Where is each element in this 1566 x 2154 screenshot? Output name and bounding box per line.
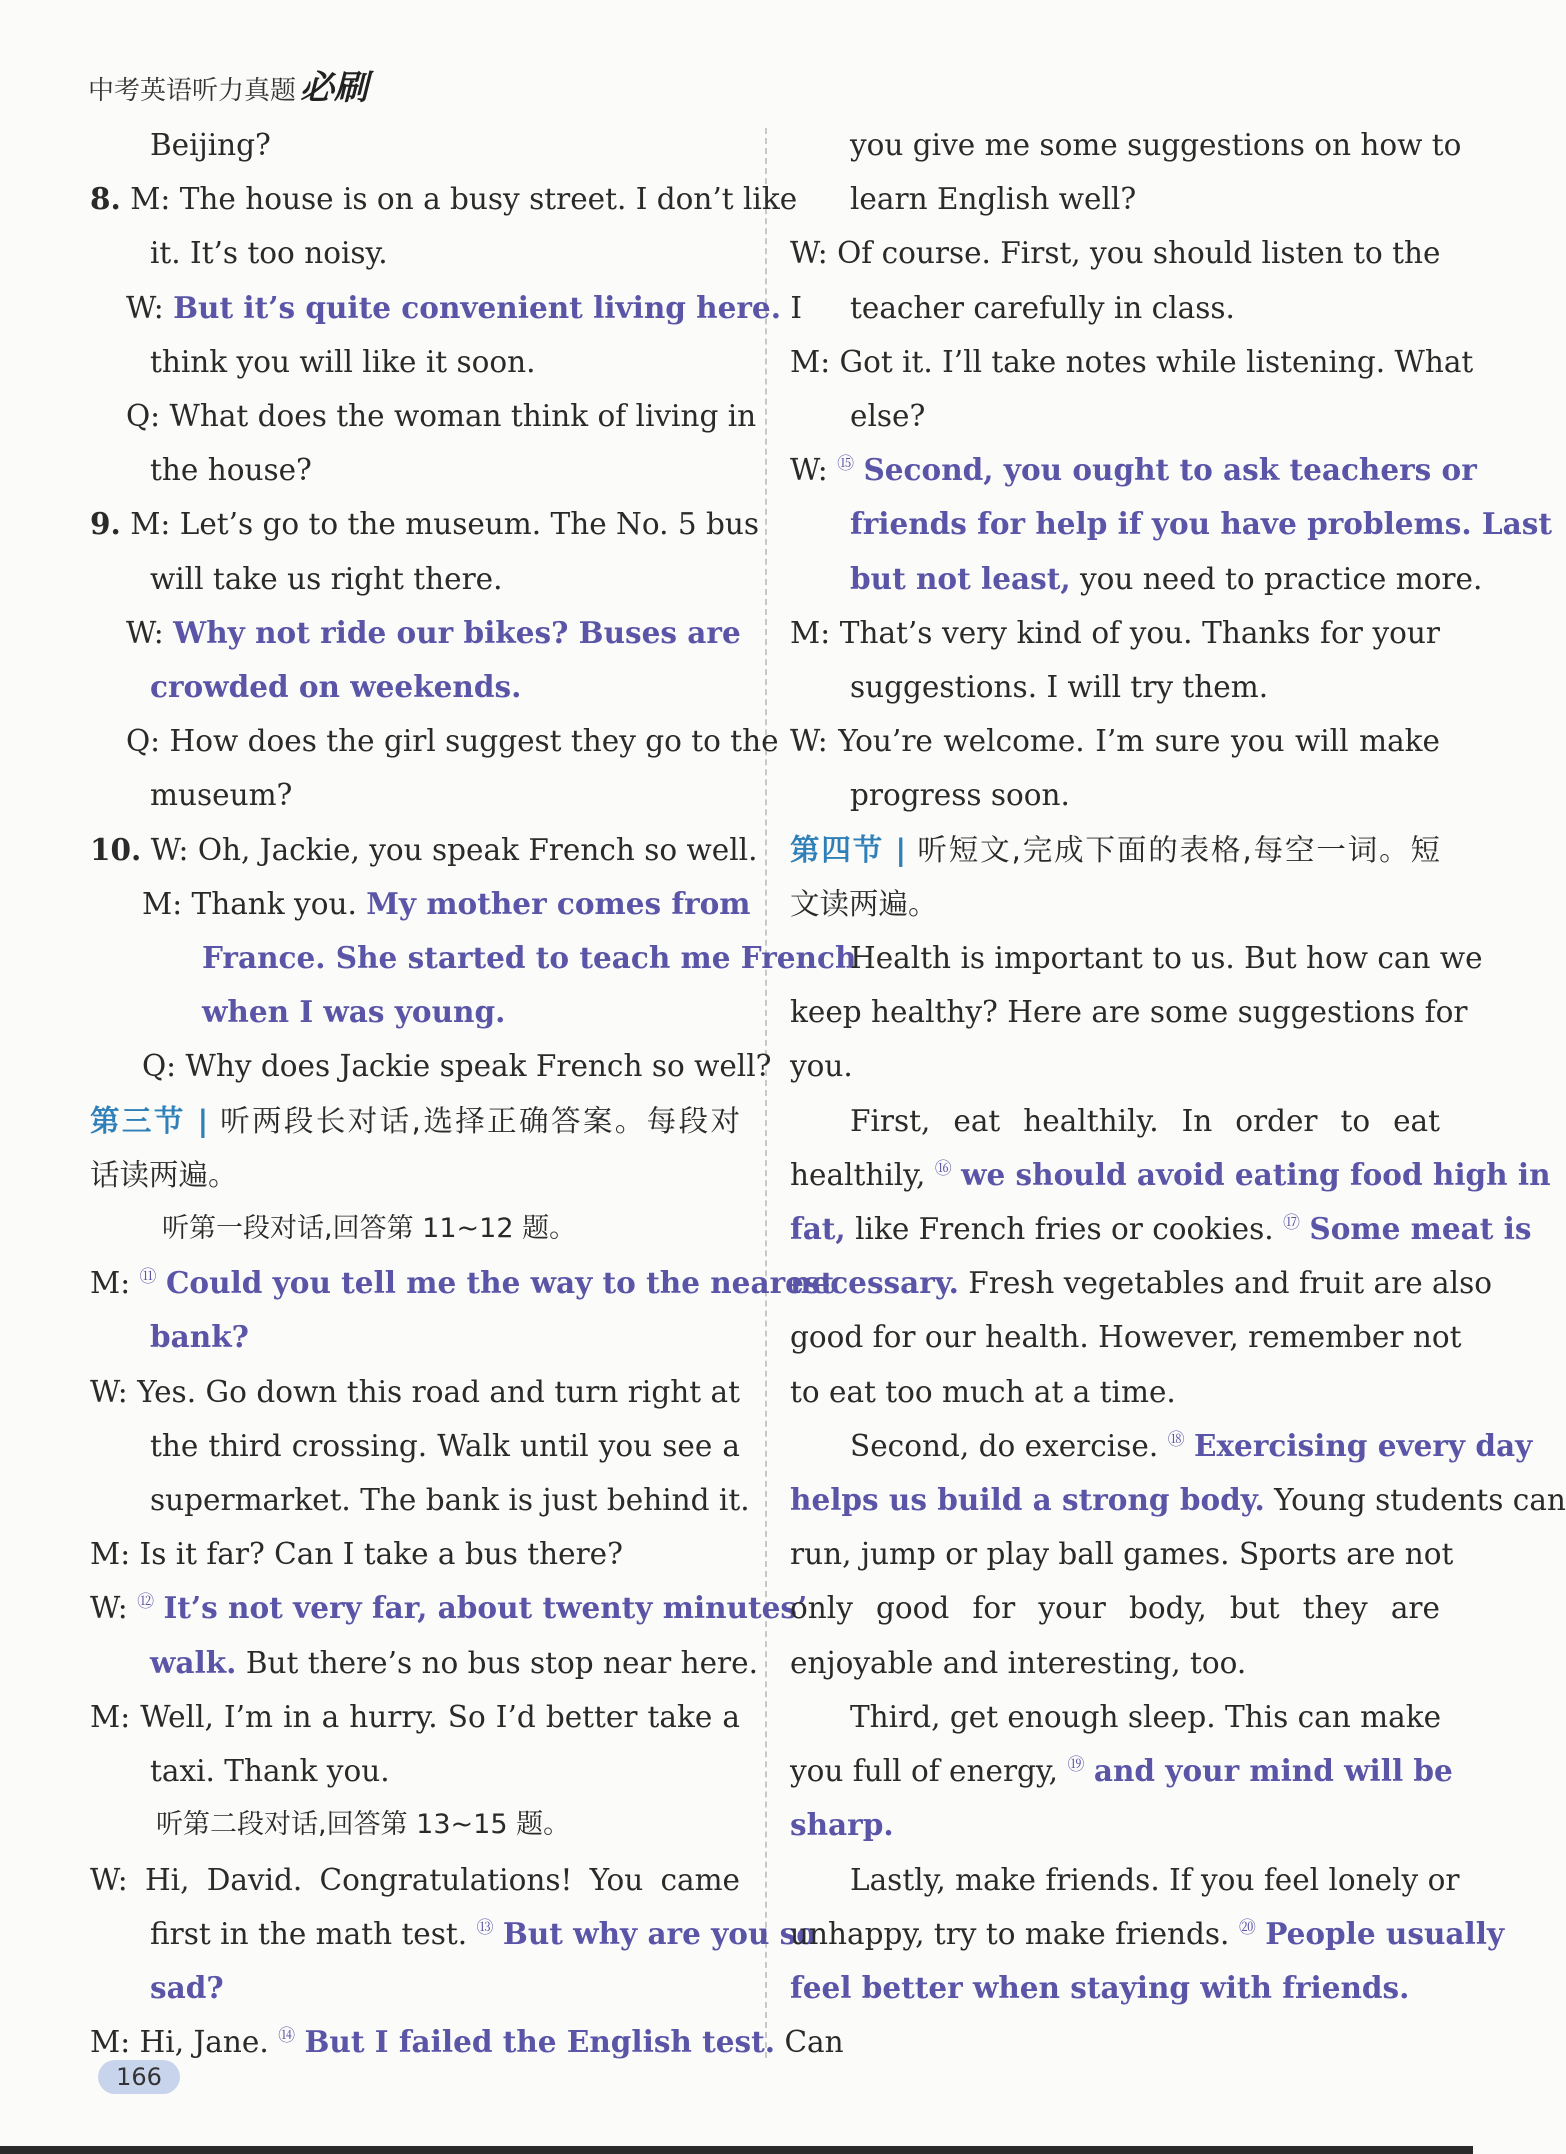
- page-number: 166: [98, 2060, 180, 2094]
- text-line: healthily, ⑯ we should avoid eating food high in: [790, 1156, 1551, 1192]
- text-line: but not least, you need to practice more.: [850, 560, 1483, 596]
- text-line: necessary. Fresh vegetables and fruit are also: [790, 1265, 1492, 1301]
- text-line: France. She started to teach me French: [202, 940, 857, 976]
- text-line: you full of energy, ⑲ and your mind will be: [790, 1753, 1453, 1789]
- text-line: think you will like it soon.: [150, 344, 536, 379]
- text-line: crowded on weekends.: [150, 669, 522, 705]
- text-line: when I was young.: [202, 994, 506, 1030]
- text-line: supermarket. The bank is just behind it.: [150, 1483, 750, 1518]
- question-8: 8. M: The house is on a busy street. I don’t like: [90, 181, 798, 217]
- text-line: W: Yes. Go down this road and turn right at: [90, 1374, 740, 1409]
- text-line: W: Hi, David. Congratulations! You came: [90, 1862, 740, 1897]
- text-line: good for our health. However, remember not: [790, 1320, 1462, 1355]
- text-line: W: Why not ride our bikes? Buses are: [126, 614, 741, 650]
- text-line: Q: What does the woman think of living in: [126, 399, 757, 434]
- text-line: First, eat healthily. In order to eat: [850, 1103, 1440, 1138]
- text-line: enjoyable and interesting, too.: [790, 1645, 1247, 1680]
- text-line: M: That’s very kind of you. Thanks for your: [790, 615, 1440, 650]
- text-line: M: Is it far? Can I take a bus there?: [90, 1537, 623, 1572]
- text-line: Lastly, make friends. If you feel lonely or: [850, 1862, 1460, 1897]
- question-9: 9. M: Let’s go to the museum. The No. 5 bus: [90, 506, 760, 542]
- right-column: [790, 118, 1566, 2015]
- page-header: [88, 60, 368, 109]
- text-line: you give me some suggestions on how to: [850, 128, 1462, 162]
- book-brand: 必刷: [300, 68, 369, 108]
- text-line: M: Got it. I’ll take notes while listening. What: [790, 344, 1474, 379]
- text-line: M: Well, I’m in a hurry. So I’d better take a: [90, 1699, 740, 1734]
- section-4-heading: 第四节 | 听短文,完成下面的表格,每空一词。短: [790, 832, 1440, 867]
- text-line: unhappy, try to make friends. ⑳ People usually: [790, 1915, 1505, 1951]
- text-line: to eat too much at a time.: [790, 1374, 1176, 1409]
- text-line: suggestions. I will try them.: [850, 670, 1269, 705]
- text-line: W: You’re welcome. I’m sure you will make: [790, 724, 1440, 759]
- text-line: helps us build a strong body. Young students can: [790, 1482, 1566, 1518]
- text-line: walk. But there’s no bus stop near here.: [150, 1644, 758, 1680]
- text-line: Third, get enough sleep. This can make: [850, 1699, 1442, 1734]
- text-line: Q: How does the girl suggest they go to the: [126, 724, 779, 759]
- text-line: 话读两遍。: [90, 1157, 238, 1192]
- text-line: Second, do exercise. ⑱ Exercising every day: [850, 1427, 1533, 1463]
- text-line: Beijing?: [150, 128, 271, 162]
- book-title: 中考英语听力真题: [88, 76, 297, 106]
- bottom-edge: [0, 2146, 1473, 2154]
- text-line: Q: Why does Jackie speak French so well?: [142, 1049, 772, 1084]
- text-line: progress soon.: [850, 778, 1070, 813]
- text-line: W: ⑮ Second, you ought to ask teachers or: [790, 452, 1477, 488]
- text-line: W: But it’s quite convenient living here. I: [126, 289, 803, 325]
- text-line: teacher carefully in class.: [850, 290, 1235, 325]
- text-line: the third crossing. Walk until you see a: [150, 1428, 740, 1463]
- text-line: sharp.: [790, 1807, 894, 1843]
- text-line: keep healthy? Here are some suggestions for: [790, 995, 1468, 1030]
- text-line: W: ⑫ It’s not very far, about twenty minutes’: [90, 1590, 808, 1626]
- text-line: you.: [790, 1049, 853, 1084]
- text-line: else?: [850, 399, 926, 434]
- section-3-heading: 第三节 | 听两段长对话,选择正确答案。每段对: [90, 1103, 740, 1138]
- text-line: learn English well?: [850, 182, 1137, 217]
- text-line: it. It’s too noisy.: [150, 236, 388, 271]
- text-line: the house?: [150, 453, 312, 488]
- text-line: M: Thank you. My mother comes from: [142, 885, 751, 921]
- sub-heading: 听第二段对话,回答第 13~15 题。: [156, 1809, 571, 1841]
- text-line: friends for help if you have problems. Last: [850, 506, 1553, 542]
- text-line: taxi. Thank you.: [150, 1754, 390, 1789]
- text-line: bank?: [150, 1319, 249, 1355]
- text-line: first in the math test. ⑬ But why are you so: [150, 1915, 816, 1951]
- text-line: W: Of course. First, you should listen to the: [790, 236, 1441, 271]
- text-line: feel better when staying with friends.: [790, 1969, 1410, 2005]
- text-line: only good for your body, but they are: [790, 1591, 1440, 1626]
- text-line: run, jump or play ball games. Sports are not: [790, 1537, 1454, 1572]
- question-10: 10. W: Oh, Jackie, you speak French so well.: [90, 831, 758, 867]
- sub-heading: 听第一段对话,回答第 11~12 题。: [162, 1213, 577, 1245]
- text-line: Health is important to us. But how can we: [850, 941, 1483, 976]
- text-line: will take us right there.: [150, 561, 503, 596]
- text-line: sad?: [150, 1969, 224, 2005]
- text-line: M: Hi, Jane. ⑭ But I failed the English test. Can: [90, 2024, 844, 2060]
- text-line: 文读两遍。: [790, 886, 938, 921]
- text-line: fat, like French fries or cookies. ⑰ Some meat is: [790, 1211, 1532, 1247]
- text-line: M: ⑪ Could you tell me the way to the nearest: [90, 1265, 835, 1301]
- text-line: museum?: [150, 778, 293, 813]
